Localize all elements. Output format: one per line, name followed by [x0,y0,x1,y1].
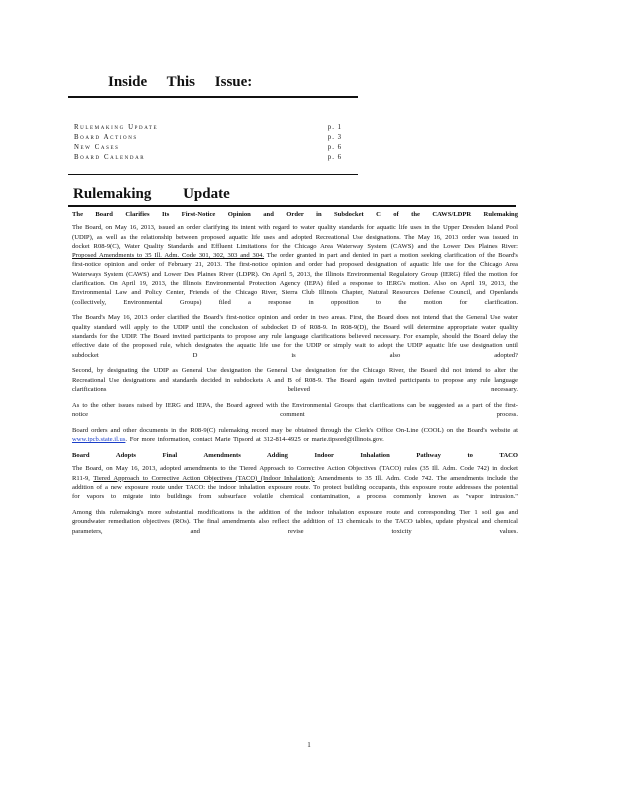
toc-item-page: p. 1 [327,124,342,131]
toc-item[interactable] [74,153,342,163]
title-divider [68,96,358,98]
article-paragraph: The Board's May 16, 2013 order clarified the Board's first-notice opinion and order in two areas. First, the Board does not intend that the General Use water quality standard will apply to the UDIP until the conclusion of subdocket D of R08-9. In R08-9(D), the Board will determine appropriate water quality standards for the UDIP. The Board invited participants to propose any rule language clarifications believed necessary. For example, should the Board delay the effective date of the proposed rule, which designates the aquatic life use for the UDIP or simply wait to adopt the UDIP aquatic life use designation until subdocket D is also adopted? [72,314,518,359]
toc-item-label: Board Calendar [74,154,146,161]
toc-item-page: p. 6 [327,154,342,161]
toc-item-page: p. 3 [327,134,342,141]
toc-item[interactable] [74,133,342,143]
paragraph-text: Board orders and other documents in the R08-9(C) rulemaking record may be obtained through the Clerk's Office On-Line (COOL) on the Board's website at [72,426,518,434]
article-body [72,210,518,542]
table-of-contents [74,123,342,163]
article-paragraph: Second, by designating the UDIP as General Use designation the General Use designation for the Chicago River, the Board did not intend to alter the Recreational Use designations and standards decided in subdockets A and B of R08-9. The Board again invited participants to propose any rule language clarifications believed necessary. [72,367,518,394]
paragraph-text: The order granted in part and denied in part a motion seeking clarification of the Board's first-notice opinion and order of February 21, 2013. The first-notice opinion and order had proposed designation of aquatic life use for the Chicago Area Waterways System (CAWS) and Lower Des Plaines River (LDPR). On April 5, 2013, the Illinois Environmental Regulatory Group (IERG) filed the motion for clarification. On April 19, 2013, the Illinois Environmental Protection Agency (IEPA) filed a response to IERG's motion. Also on April 19, 2013, the Environmental Law and Policy Center, Friends of the Chicago River, Sierra Club Illinois Chapter, Natural Resources Defense Council, and Openlands (collectively, Environmental Groups) filed a response in opposition to the motion for clarification. [72,252,518,306]
article-heading: Board Adopts Final Amendments Adding Indoor Inhalation Pathway to TACO [72,452,518,460]
paragraph-text: The Board, on May 16, 2013, issued an order clarifying its intent with regard to water quality standards for aquatic life uses in the Upper Dresden Island Pool (UDIP), as well as the relationship between proposed aquatic life uses and adopted Recreational Use designations. The May 16, 2013 order was issued in docket R08-9(C), Water Quality Standards and Effluent Limitations for the Chicago Area Waterway System (CAWS) and the Lower Des Plaines River: [72,224,518,250]
toc-item[interactable] [74,123,342,133]
article-heading: The Board Clarifies Its First-Notice Opinion and Order in Subdocket C of the CAWS/LDPR Rulemaking [72,211,518,218]
article-paragraph [72,223,518,307]
inside-issue-title: Inside This Issue: [108,74,253,90]
toc-item-page: p. 6 [327,144,342,151]
page-number: 1 [307,741,311,749]
docket-title-link[interactable]: Tiered Approach to Corrective Action Objectives (TACO) (Indoor Inhalation): [93,474,315,482]
paragraph-text: Amendments to 35 Ill. Adm. Code 742. The amendments include the addition of a new exposure route under TACO: the indoor inhalation exposure route. To protect building occupants, this exposure route addresses the potential for vapors to migrate into buildings from subsurface volatile chemical contamination, a process commonly known as "vapor intrusion." [72,474,518,501]
article-paragraph [72,464,518,501]
toc-item[interactable] [74,143,342,153]
toc-item-label: Board Actions [74,134,138,141]
article-paragraph: Among this rulemaking's more substantial modifications is the addition of the indoor inhalation exposure route and corresponding Tier 1 soil gas and groundwater remediation objectives (ROs). The final amendments also reflect the addition of 13 chemicals to the TACO tables, update physical and chemical parameters, and revise toxicity values. [72,509,518,535]
docket-title-link[interactable]: Proposed Amendments to 35 Ill. Adm. Code 301, 302, 303 and 304. [72,252,265,260]
article-paragraph: As to the other issues raised by IERG and IEPA, the Board agreed with the Environmental Groups that clarifications can be suggested as a part of the first-notice comment process. [72,401,518,419]
paragraph-text: . For more information, contact Marie Tipsord at 312-814-4925 or marie.tipsord@illinois.gov. [125,436,384,444]
paragraph-text: The Board, on May 16, 2013, adopted amendments to the Tiered Approach to Corrective Action Objectives (TACO) rules (35 Ill. Adm. Code 742) in docket R11-9, [72,465,518,482]
section-title: Rulemaking Update [73,186,230,202]
toc-item-label: Rulemaking Update [74,124,159,131]
toc-item-label: New Cases [74,144,120,151]
article-paragraph [72,426,518,445]
website-link[interactable]: www.ipcb.state.il.us [72,436,126,444]
toc-divider [68,174,358,175]
section-divider [68,205,516,207]
